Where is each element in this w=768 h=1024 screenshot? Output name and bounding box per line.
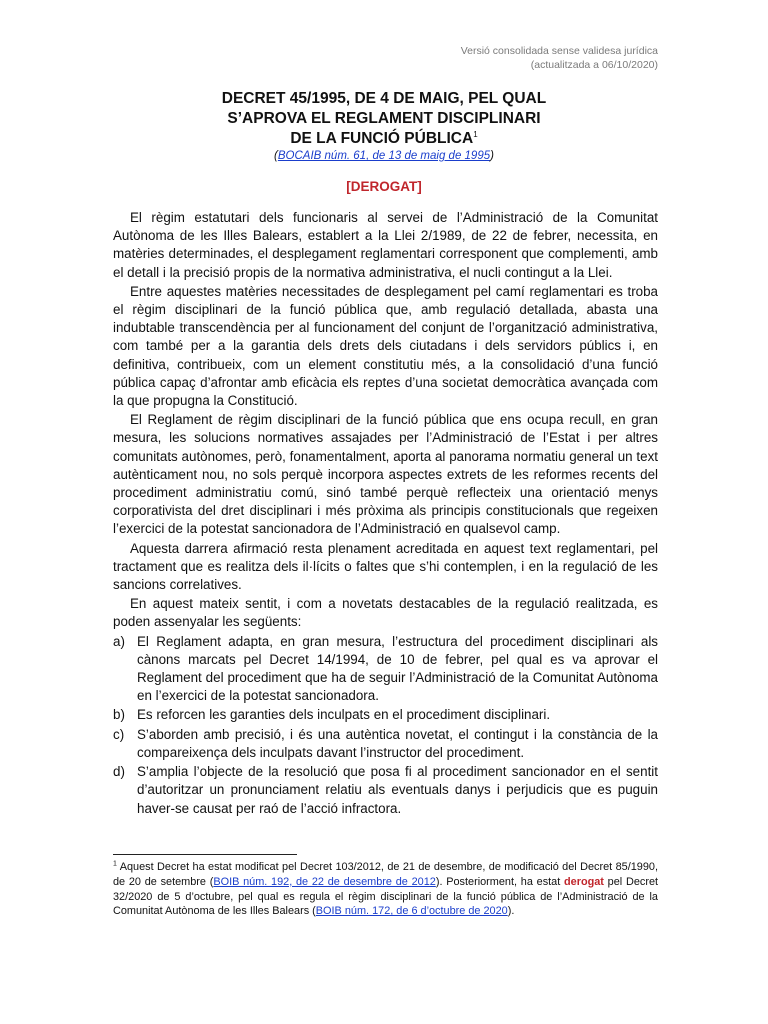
version-note bbox=[461, 44, 658, 72]
list-item bbox=[113, 726, 658, 762]
list-item bbox=[113, 706, 658, 724]
paragraph-1: El règim estatutari dels funcionaris al servei de l’Administració de la Comunitat Autònoma de les Illes Balears, establert a la Llei 2/1989, de 22 de febrer, necessita, en matèries determinades, el desplegament reglamentari corresponent que complementi, amb el detall i la precisió propis de la normativa administrativa, el nucli contingut a la Llei. bbox=[113, 210, 658, 280]
list-item-text: El Reglament adapta, en gran mesura, l’estructura del procediment disciplinari als cànons marcats pel Decret 14/1994, de 10 de febrer, pel qual es va aprovar el Reglament del procediment que ha de seguir l’Administració de la Comunitat Autònoma en l’exercici de la potestat sancionadora. bbox=[137, 633, 658, 704]
version-line-1: Versió consolidada sense validesa jurídica bbox=[460, 45, 658, 57]
bocaib-link[interactable]: BOCAIB núm. 61, de 13 de maig de 1995 bbox=[277, 150, 491, 162]
footnote-text-1: Aquest Decret ha estat modificat pel Decret 103/2012, de 21 de desembre, de modificació del Decret 85/1990, de 20 de setembre ( bbox=[113, 861, 658, 888]
novelties-list bbox=[113, 633, 658, 818]
list-marker: a) bbox=[113, 633, 125, 649]
paragraph-2: Entre aquestes matèries necessitades de desplegament pel camí reglamentari es troba el règim disciplinari de la funció pública que, amb regulació detallada, abasta una indubtable transcendència per al funcionament del conjunt de l’organització administrativa, com també per a la garantia dels drets dels ciutadans i dels servidors públics i, en definitiva, contribueix, com un element constitutiu més, a la consolidació d’una funció pública capaç d’afrontar amb eficàcia els reptes d’una societat democràtica avançada com la que propugna la Constitució. bbox=[113, 283, 658, 409]
title-line-1: DECRET 45/1995, DE 4 DE MAIG, PEL QUAL bbox=[221, 90, 547, 107]
footnote-reference[interactable]: 1 bbox=[473, 129, 478, 139]
footnote-text-2: ). Posteriorment, ha estat bbox=[435, 875, 564, 888]
source-close-paren: ) bbox=[490, 150, 494, 162]
paragraph-5: En aquest mateix sentit, i com a novetats destacables de la regulació realitzada, es poden assenyalar les següents: bbox=[113, 596, 658, 630]
list-item-text: S’amplia l’objecte de la resolució que posa fi al procediment sancionador en el sentit d’autoritzar un pronunciament relatiu als eventuals danys i perjudicis que es puguin haver-se causat per raó de l’acció infractora. bbox=[137, 764, 658, 816]
footnote-separator bbox=[113, 854, 297, 855]
footnote-text-3: pel Decret 32/2020 de 5 d’octubre, pel qual es regula el règim disciplinari de la funció pública de l’Administració de la Comunitat Autònoma de les Illes Balears ( bbox=[113, 875, 659, 918]
paragraph-3: El Reglament de règim disciplinari de la funció pública que ens ocupa recull, en gran mesura, les solucions normatives assajades per l’Administració de l’Estat i per altres comunitats autònomes, però, fonamentalment, aporta al panorama normatiu general un text autènticament nou, no sols perquè incorpora aspectes extrets de les reformes recents del procediment administratiu comú, sinó també perquè reflecteix una orientació menys corporativista del dret disciplinari i més pròxima als principis constitucionals que regeixen l’exercici de la potestat sancionadora de l’Administració en qualsevol camp. bbox=[113, 412, 658, 537]
boib-2020-link[interactable]: BOIB núm. 172, de 6 d’octubre de 2020 bbox=[315, 905, 508, 918]
list-item bbox=[113, 633, 658, 706]
document-title bbox=[0, 89, 768, 149]
list-item-text: S’aborden amb precisió, i és una autèntica novetat, el contingut i la constància de la compareixença dels inculpats davant l’instructor del procediment. bbox=[137, 726, 658, 760]
list-marker: d) bbox=[113, 764, 125, 780]
list-marker: c) bbox=[113, 726, 125, 742]
derogated-status: [DEROGAT] bbox=[346, 179, 422, 194]
derogat-emphasis: derogat bbox=[564, 875, 604, 888]
list-item bbox=[113, 763, 658, 818]
footnote bbox=[113, 860, 658, 919]
footnote-text-4: ). bbox=[507, 905, 515, 918]
list-item-text: Es reforcen les garanties dels inculpats en el procediment disciplinari. bbox=[137, 707, 551, 723]
boib-2012-link[interactable]: BOIB núm. 192, de 22 de desembre de 2012 bbox=[213, 875, 436, 888]
source-open-paren: ( bbox=[274, 150, 278, 162]
list-marker: b) bbox=[113, 707, 125, 723]
publication-source bbox=[0, 149, 768, 163]
version-line-2: (actualitzada a 06/10/2020) bbox=[530, 59, 658, 71]
paragraph-4: Aquesta darrera afirmació resta plenament acreditada en aquest text reglamentari, pel tractament que es realitza dels il·lícits o faltes que s’hi contemplen, i en la regulació de les sancions correlatives. bbox=[113, 540, 658, 593]
title-line-3-text: DE LA FUNCIÓ PÚBLICA bbox=[290, 130, 474, 147]
footnote-number: 1 bbox=[113, 860, 117, 868]
title-line-3 bbox=[0, 129, 768, 149]
preamble-body bbox=[113, 209, 658, 819]
title-line-2: S’APROVA EL REGLAMENT DISCIPLINARI bbox=[227, 110, 541, 127]
